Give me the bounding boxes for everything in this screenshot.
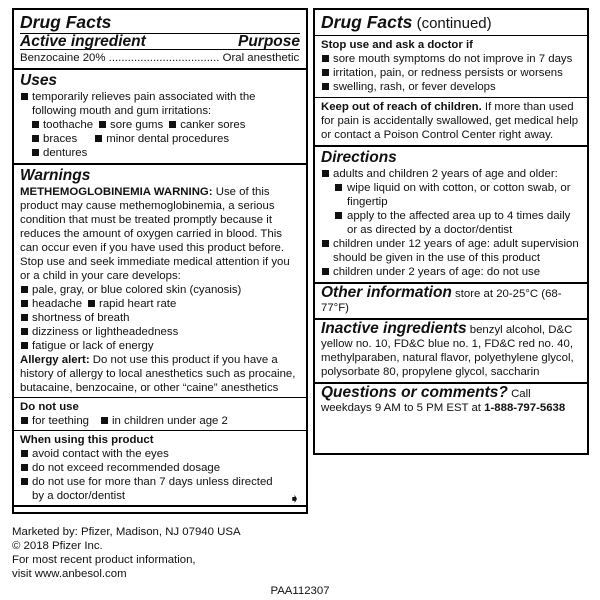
questions-section — [315, 384, 587, 418]
do-not-use-block — [14, 398, 306, 431]
when-using-item: avoid contact with the eyes — [20, 447, 300, 461]
meth-symptom: headache — [21, 297, 82, 311]
meth-warning-text: Use of this product may cause methemoglobinemia, a serious condition that must be treated promptly because it reduces the amount of oxygen carried in blood. This can occur even if you have used this product before. Stop use and seek immediate medical attention if you or a child in your care develops: — [20, 186, 290, 282]
stop-use-section — [315, 36, 587, 98]
when-using-heading: When using this product — [20, 434, 154, 446]
keep-out-text: If more than used for pain is accidentally swallowed, get medical help or contact a Poison Control Center right away. — [321, 101, 579, 141]
use-item: braces — [32, 132, 77, 146]
allergy-alert — [14, 353, 306, 398]
stop-use-item: swelling, rash, or fever develops — [321, 80, 581, 94]
stop-use-item: sore mouth symptoms do not improve in 7 days — [321, 52, 581, 66]
stop-use-heading: Stop use and ask a doctor if — [321, 39, 473, 51]
meth-symptom: shortness of breath — [20, 311, 300, 325]
purpose-heading: Purpose — [237, 33, 300, 50]
inactive-ingredients-heading: Inactive ingredients — [321, 320, 467, 337]
marketer-footer — [12, 525, 332, 581]
active-ingredient-line: Benzocaine 20% ................................... Oral anesthetic — [20, 49, 300, 65]
uses-list — [20, 118, 300, 160]
questions-text: Call weekdays 9 AM to 5 PM EST at — [321, 388, 531, 414]
meth-symptom: pale, gray, or blue colored skin (cyanosis) — [20, 283, 300, 297]
inactive-ingredients-section — [315, 320, 587, 384]
other-information-section — [315, 284, 587, 320]
directions-section — [315, 147, 587, 284]
when-using-item: do not exceed recommended dosage — [20, 461, 300, 475]
footer-line: For most recent product information, — [12, 554, 196, 566]
allergy-alert-text: Do not use this product if you have a history of allergy to local anesthetics such as procaine, butacaine, benzocaine, or other “caine” anesthetics — [20, 354, 296, 394]
warnings-heading: Warnings — [20, 167, 91, 184]
keep-out-of-reach-section — [315, 98, 587, 147]
other-information-heading: Other information — [321, 284, 452, 301]
do-not-use-row — [20, 414, 300, 428]
directions-adults: adults and children 2 years of age and older: — [321, 167, 581, 181]
inactive-ingredients-text: benzyl alcohol, D&C yellow no. 10, FD&C blue no. 1, FD&C red no. 40, methylparaben, natural flavor, polyethylene glycol, polysorbate 80, propylene glycol, saccharin — [321, 324, 574, 378]
use-item: toothache — [32, 118, 93, 132]
other-information-text: store at 20-25°C (68-77°F) — [321, 288, 562, 314]
active-header-row — [20, 35, 300, 49]
directions-heading: Directions — [321, 149, 397, 166]
product-code: PAA112307 — [270, 585, 330, 597]
use-item: canker sores — [169, 118, 245, 132]
methemoglobinemia-warning — [20, 185, 300, 283]
uses-intro: temporarily relieves pain associated with the following mouth and gum irritations: — [20, 90, 300, 118]
use-item: dentures — [32, 146, 87, 160]
when-using-block — [14, 431, 306, 505]
directions-adult-step: apply to the affected area up to 4 times daily or as directed by a doctor/dentist — [321, 209, 581, 237]
active-ingredient-section — [14, 10, 306, 70]
footer-line: Marketed by: Pfizer, Madison, NJ 07940 USA — [12, 526, 241, 538]
do-not-use-heading: Do not use — [20, 401, 79, 413]
continued-title-section — [315, 10, 587, 36]
footer-line: © 2018 Pfizer Inc. — [12, 540, 103, 552]
warnings-section — [14, 165, 306, 507]
use-item: sore gums — [99, 118, 163, 132]
continue-arrow-icon: ➧ — [289, 491, 300, 506]
uses-heading: Uses — [20, 72, 58, 89]
questions-phone: 1-888-797-5638 — [484, 402, 566, 414]
continued-label: (continued) — [412, 15, 492, 32]
uses-section — [14, 70, 306, 165]
meth-warning-label: METHEMOGLOBINEMIA WARNING: — [20, 186, 213, 198]
do-not-use-item: in children under age 2 — [101, 414, 228, 428]
drug-facts-title-continued: Drug Facts — [321, 12, 413, 32]
questions-heading: Questions or comments? — [321, 384, 508, 401]
directions-under-2: children under 2 years of age: do not use — [321, 265, 581, 279]
footer-line: visit www.anbesol.com — [12, 568, 127, 580]
meth-symptom-row — [20, 297, 300, 311]
meth-symptom: fatigue or lack of energy — [20, 339, 300, 353]
meth-symptom: rapid heart rate — [88, 297, 176, 311]
drug-facts-title: Drug Facts — [20, 12, 300, 34]
do-not-use-item: for teething — [21, 414, 89, 428]
when-using-item: do not use for more than 7 days unless directed by a doctor/dentist — [20, 475, 300, 503]
directions-under-12: children under 12 years of age: adult supervision should be given in the use of this product — [321, 237, 581, 265]
stop-use-item: irritation, pain, or redness persists or worsens — [321, 66, 581, 80]
active-ingredient-heading: Active ingredient — [20, 33, 146, 50]
drug-facts-panel-right — [313, 8, 589, 455]
meth-symptom: dizziness or lightheadedness — [20, 325, 300, 339]
keep-out-label: Keep out of reach of children. — [321, 101, 482, 113]
directions-adult-step: wipe liquid on with cotton, or cotton swab, or fingertip — [321, 181, 581, 209]
use-item: minor dental procedures — [95, 132, 229, 146]
drug-facts-panel-left — [12, 8, 308, 514]
allergy-alert-label: Allergy alert: — [20, 354, 90, 366]
